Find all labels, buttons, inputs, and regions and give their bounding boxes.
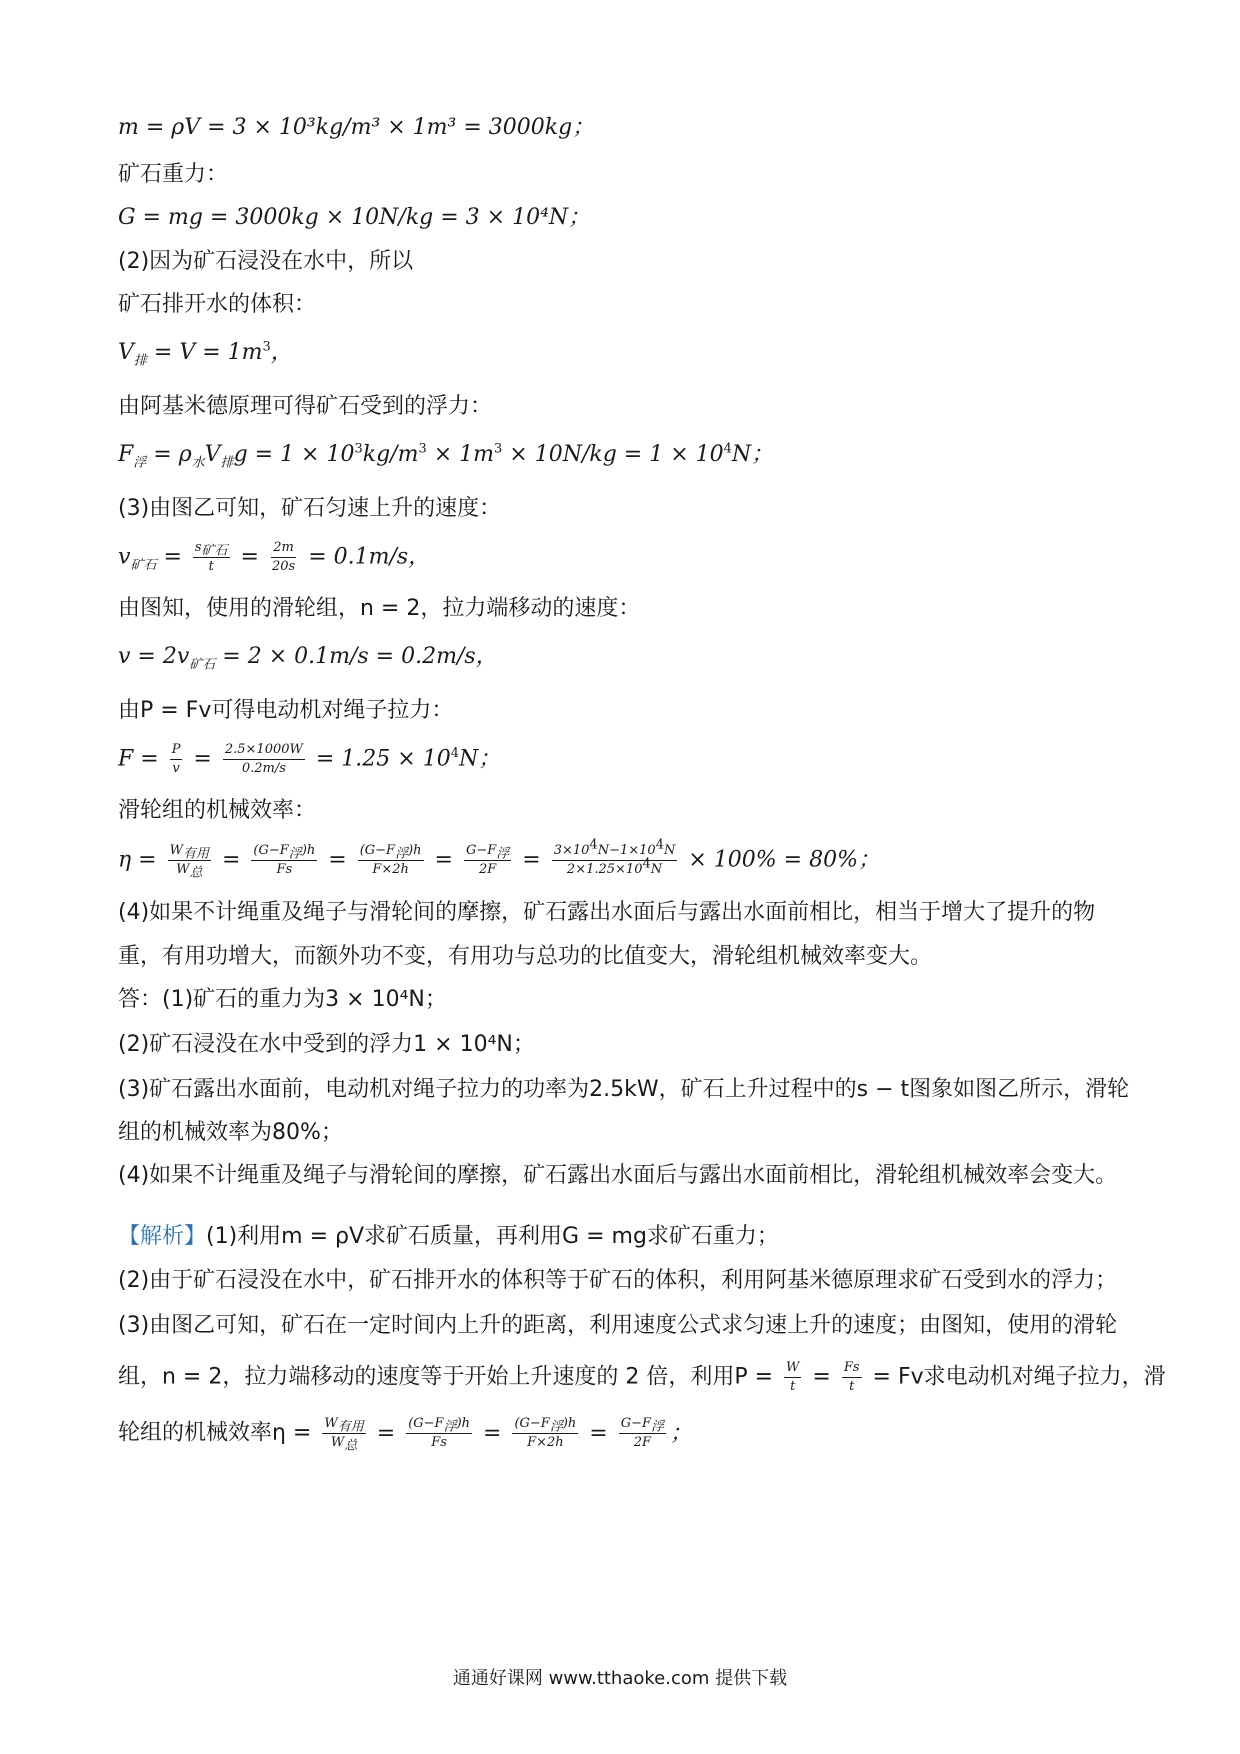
eq-efficiency: η = $\frac{W_{有用}}{W_总}$ = $\frac{(G-F_浮)h}{Fs}$ = $\frac{(G-F_浮)h}{F\times 2h}$ = $\frac{G-F_浮}{2F}$ = $\frac{3\times 10^4N-1\times 10^4N}{2\times 1.25\times 10^4N}$ × 100% = 80%； (118, 837, 880, 881)
text-answer-2: (2)矿石浸没在水中受到的浮力1 × 10⁴N； (118, 1032, 535, 1057)
analysis-tag: 【解析】 (118, 1224, 207, 1249)
analysis-line-5: 轮组的机械效率η = $\frac{W_{有用}}{W_总}$ = $\frac{(G-F_浮)h}{Fs}$ = $\frac{(G-F_浮)h}{F\times 2h}$ = $\frac{G-F_浮}{2F}$ ； (118, 1416, 693, 1454)
eq-pull-force: F = $\frac{P}{v}$ = $\frac{2.5\times 1000W}{0.2m/s}$ = $1.25 \times 10^4N$； (118, 742, 501, 776)
eq-buoyancy: $F_浮 = \rho_水V_排g = 1 \times 10^3kg/m^3 \times 1m^3 \times 10N/kg = 1 \times 10^4N$； (118, 441, 774, 471)
text-archimedes: 由阿基米德原理可得矿石受到的浮力： (118, 394, 493, 419)
eq-rope-velocity: $v = 2v_{矿石} = 2 \times 0.1m/s = 0.2m/s$， (118, 644, 498, 673)
page-footer: 通通好课网 www.tthaoke.com 提供下载 (452, 1668, 788, 1689)
eq-weight: G = mg = 3000kg × 10N/kg = 3 × 10⁴N； (118, 205, 591, 230)
text-part4-line1: (4)如果不计绳重及绳子与滑轮间的摩擦，矿石露出水面后与露出水面前相比，相当于增大了提升的物 (118, 900, 1096, 925)
text-answer-3-line2: 组的机械效率为80%； (118, 1120, 343, 1145)
eq-mass: m = ρV = 3 × 10³kg/m³ × 1m³ = 3000kg； (118, 115, 595, 140)
text-part2-intro: (2)因为矿石浸没在水中，所以 (118, 249, 414, 274)
text-pulley-n: 由图知，使用的滑轮组，n = 2，拉力端移动的速度： (118, 596, 641, 621)
text-power-formula: 由P = Fv可得电动机对绳子拉力： (118, 698, 454, 723)
analysis-line-4: 组，n = 2，拉力端移动的速度等于开始上升速度的 2 倍，利用P = $\frac{W}{t}$ = $\frac{Fs}{t}$ = Fv求电动机对绳子拉力，滑 (118, 1360, 1166, 1394)
text-volume-label: 矿石排开水的体积： (118, 292, 317, 317)
text-answer-4: (4)如果不计绳重及绳子与滑轮间的摩擦，矿石露出水面后与露出水面前相比，滑轮组机械效率会变大。 (118, 1163, 1118, 1188)
analysis-text-1: (1)利用m = ρV求矿石质量，再利用G = mg求矿石重力； (206, 1224, 779, 1249)
text-part4-line2: 重，有用功增大，而额外功不变，有用功与总功的比值变大，滑轮组机械效率变大。 (118, 944, 933, 969)
text-ore-weight-label: 矿石重力： (118, 162, 229, 187)
analysis-text-4b: = Fv求电动机对绳子拉力，滑 (872, 1364, 1166, 1390)
eq-displaced-volume: $V_排 = V = 1m^3$， (118, 339, 293, 369)
analysis-line-2: (2)由于矿石浸没在水中，矿石排开水的体积等于矿石的体积，利用阿基米德原理求矿石受到水的浮力； (118, 1268, 1118, 1293)
analysis-text-4a: 组，n = 2，拉力端移动的速度等于开始上升速度的 2 倍，利用P = (118, 1364, 781, 1390)
eq-ore-velocity: $v_{矿石}$ = $\frac{s_{矿石}}{t}$ = $\frac{2m}{20s}$ = 0.1m/s， (118, 540, 431, 574)
analysis-line-1 (118, 1222, 779, 1252)
text-answer-3-line1: (3)矿石露出水面前，电动机对绳子拉力的功率为2.5kW，矿石上升过程中的s − t图象如图乙所示，滑轮 (118, 1077, 1130, 1102)
text-answer-1: 答：(1)矿石的重力为3 × 10⁴N； (118, 987, 447, 1012)
text-part3-intro: (3)由图乙可知，矿石匀速上升的速度： (118, 496, 502, 521)
analysis-text-5a: 轮组的机械效率η = (118, 1420, 319, 1446)
analysis-line-3: (3)由图乙可知，矿石在一定时间内上升的距离，利用速度公式求匀速上升的速度；由图知，使用的滑轮 (118, 1313, 1118, 1338)
text-efficiency-label: 滑轮组的机械效率： (118, 798, 317, 823)
